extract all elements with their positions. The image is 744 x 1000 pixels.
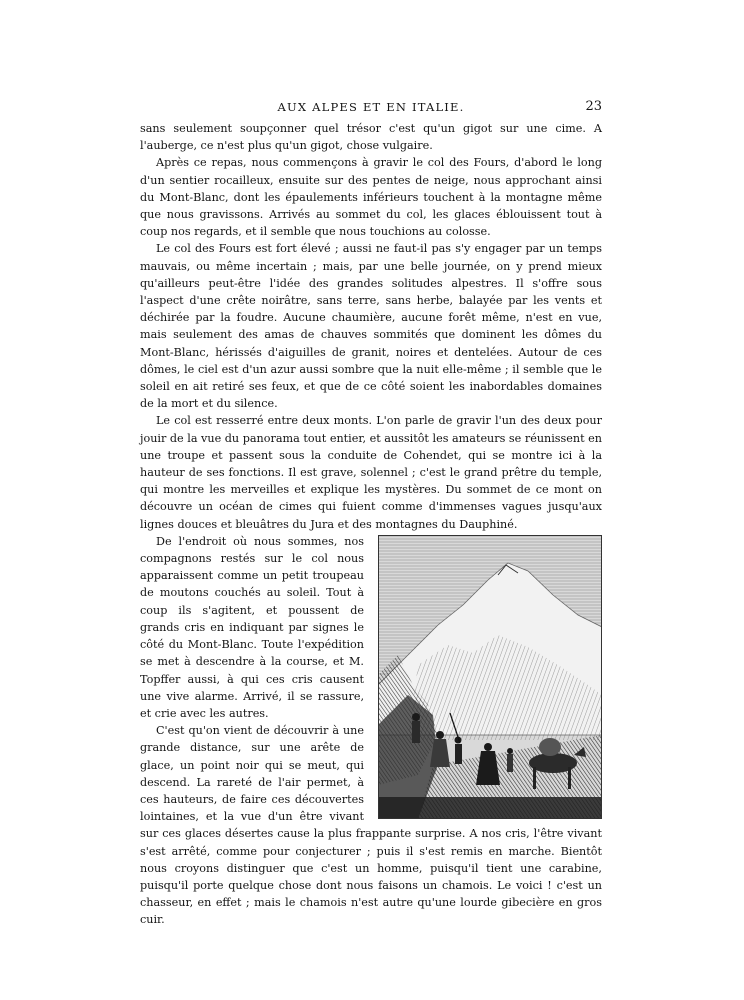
running-title: AUX ALPES ET EN ITALIE. (277, 100, 465, 114)
page-number: 23 (585, 99, 602, 114)
page-header (140, 100, 602, 122)
paragraph: C'est qu'on vient de découvrir à une grande distance, sur une arête de glace, un point noir qui se meut, qui descend. La rareté de l'air permet, à ces hauteurs, de faire ces découvertes lointaines, et la vue d'un être vivant sur ces glaces désertes cause la plus frappante surprise. A nos cris, l'être vivant s'est arrêté, comme pour conjecturer ; puis il s'est remis en marche. Bientôt nous croyons distinguer que c'est un homme, puisqu'il tient une carabine, puisqu'il porte quelque chose dont nous faisons un chamois. Le voici ! c'est un chasseur, en effet ; mais le chamois n'est autre qu'une lourde gibecière en gros cuir. (140, 724, 602, 927)
paragraph: Après ce repas, nous commençons à gravir le col des Fours, d'abord le long d'un sentier rocailleux, ensuite sur des pentes de neige, nous approchant ainsi du Mont-Blanc, dont les épaulements inférieurs touchent à la montagne même que nous gravissons. Arrivés au sommet du col, les glaces éblouissent tout à coup nos regards, et il semble que nous touchions au colosse. (140, 156, 602, 239)
paragraph: sans seulement soupçonner quel trésor c'est qu'un gigot sur une cime. A l'auberge, ce n'est plus qu'un gigot, chose vulgaire. (140, 122, 602, 153)
body-text (140, 120, 602, 929)
paragraph: Le col est resserré entre deux monts. L'on parle de gravir l'un des deux pour jouir de la vue du panorama tout entier, et aussitôt les amateurs se réunissent en une troupe et passent sous la conduite de Cohendet, qui se montre ici à la hauteur de ses fonctions. Il est grave, solennel ; c'est le grand prêtre du temple, qui montre les merveilles et explique les mystères. Du sommet de ce mont on découvre un océan de cimes qui fuient comme d'immenses vagues jusqu'aux lignes douces et bleuâtres du Jura et des montagnes du Dauphiné. (140, 414, 602, 531)
paragraph: De l'endroit où nous sommes, nos compagnons restés sur le col nous apparaissent comme un petit troupeau de moutons couchés au soleil. Tout à coup ils s'agitent, et poussent de grands cris en indiquant par signes le côté du Mont-Blanc. Toute l'expédition se met à descendre à la course, et M. Topffer aussi, à qui ces cris causent une vive alarme. Arrivé, il se rassure, et crie avec les autres. (140, 534, 364, 720)
paragraph: Le col des Fours est fort élevé ; aussi ne faut-il pas s'y engager par un temps mauvais, ou même incertain ; mais, par une belle journée, on y prend mieux qu'ailleurs peut-être l'idée des grandes solitudes alpestres. Il s'offre sous l'aspect d'une crête noirâtre, sans terre, sans herbe, balayée par les vents et déchirée par la foudre. Aucune chaumière, aucune forêt même, n'est en vue, mais seulement des amas de chauves sommités que dominent les dômes du Mont-Blanc, hérissés d'aiguilles de granit, noires et dentelées. Autour de ces dômes, le ciel est d'un azur aussi sombre que la nuit elle-même ; il semble que le soleil en ait retiré ses feux, et que de ce côté soient les inabordables domaines de la mort et du silence. (140, 242, 602, 411)
mountain-engraving (378, 535, 602, 819)
